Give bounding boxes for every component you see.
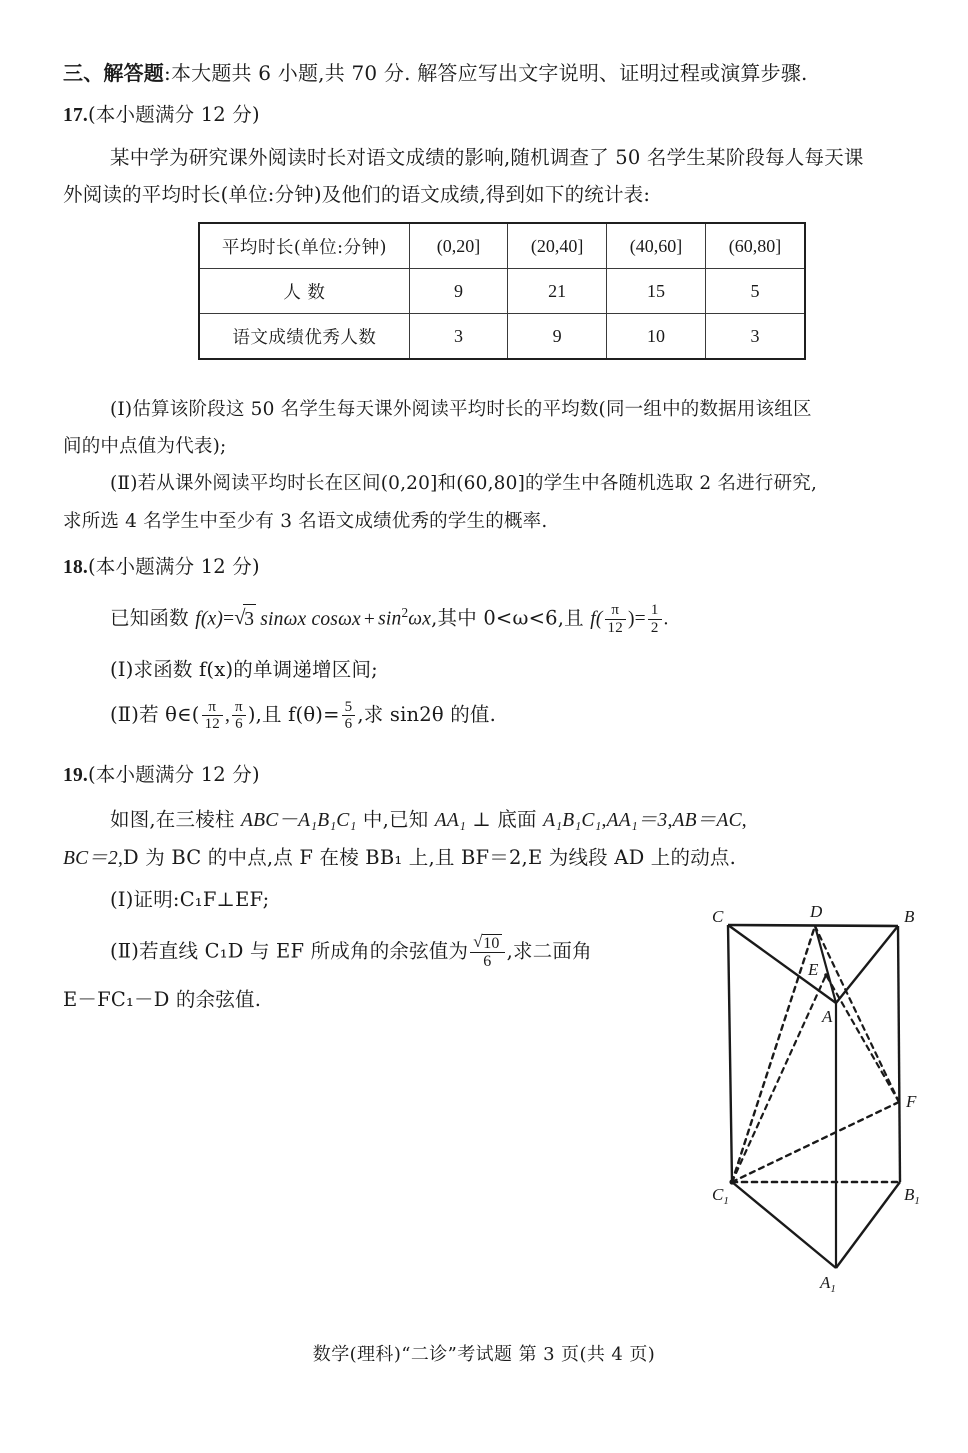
table-header-interval-3: (40,60] bbox=[607, 223, 706, 269]
problem-17-number: 17. bbox=[63, 105, 88, 126]
table-cell-excellent-2: 9 bbox=[508, 314, 607, 360]
table-row-label-excellent: 语文成绩优秀人数 bbox=[199, 314, 409, 360]
problem-18-part1: (Ⅰ)求函数 f(x)的单调递增区间; bbox=[110, 658, 378, 681]
problem-19-comma-3: , bbox=[741, 810, 747, 831]
table-cell-excellent-4: 3 bbox=[706, 314, 806, 360]
problem-17-header bbox=[63, 100, 260, 131]
table-cell-count-2: 21 bbox=[508, 269, 607, 314]
problem-18-part2-prefix: (Ⅱ)若 θ∈( bbox=[110, 703, 200, 727]
fraction-pi-over-12 bbox=[605, 602, 626, 635]
problem-17-part1-line1: (Ⅰ)估算该阶段这 50 名学生每天课外阅读平均时长的平均数(同一组中的数据用该组区 bbox=[110, 399, 812, 420]
problem-19-perp-edge: AA₁ bbox=[434, 810, 466, 831]
fraction-pi-over-12-b bbox=[202, 699, 223, 732]
fraction-pi-over-12-b-denominator: 12 bbox=[202, 715, 223, 732]
fraction-pi-over-12-denominator: 12 bbox=[605, 619, 626, 636]
problem-19-part2-suffix: ,求二面角 bbox=[506, 939, 592, 963]
hidden-segment-C1F bbox=[732, 1102, 899, 1182]
problem-18-trig-2: sin bbox=[378, 608, 402, 630]
table-cell-excellent-1: 3 bbox=[409, 314, 507, 360]
problem-18-f-at-open: f( bbox=[590, 608, 603, 630]
table-header-interval-4: (60,80] bbox=[706, 223, 806, 269]
problem-18-fx: f(x) bbox=[195, 608, 224, 630]
problem-18-period: . bbox=[663, 608, 669, 630]
problem-19-ab-ac: AB＝AC bbox=[672, 810, 742, 831]
problem-17-part1-line2: 间的中点值为代表); bbox=[63, 436, 227, 457]
page-footer: 数学(理科)“二诊”考试题 第 3 页(共 4 页) bbox=[312, 1344, 656, 1365]
problem-17-part2-line1: (Ⅱ)若从课外阅读平均时长在区间(0,20]和(60,80]的学生中各随机选取 2 名进行研究, bbox=[110, 473, 818, 494]
problem-19-base-face: A₁B₁C₁ bbox=[543, 810, 602, 831]
table-header-label: 平均时长(单位:分钟) bbox=[199, 223, 409, 269]
problem-17-stem-line1: 某中学为研究课外阅读时长对语文成绩的影响,随机调查了 50 名学生某阶段每人每天课 bbox=[110, 146, 864, 169]
problem-18-stem-prefix: 已知函数 bbox=[110, 606, 196, 630]
problem-19-stem-rest: D 为 BC 的中点,点 F 在棱 BB₁ 上,且 BF＝2,E 为线段 AD 上的动点. bbox=[123, 846, 736, 869]
section-heading-body: :本大题共 6 小题,共 70 分. 解答应写出文字说明、证明过程或演算步骤. bbox=[164, 61, 808, 85]
problem-19-stem-mid2: ⊥ 底面 bbox=[466, 808, 544, 831]
section-heading-label: 三、解答题 bbox=[63, 61, 164, 85]
problem-19-stem-line1 bbox=[110, 805, 747, 836]
problem-19-stem-mid1: 中,已知 bbox=[356, 808, 435, 831]
fraction-one-half-denominator: 2 bbox=[648, 619, 662, 636]
fraction-one-half bbox=[648, 602, 662, 635]
table-cell-count-4: 5 bbox=[706, 269, 806, 314]
problem-18-part2-middle: ),且 f(θ)= bbox=[247, 703, 340, 727]
table-header-interval-1: (0,20] bbox=[409, 223, 507, 269]
fraction-five-sixths-numerator: 5 bbox=[344, 699, 353, 715]
problem-19-part2-line2: E－FC₁－D 的余弦值. bbox=[63, 988, 262, 1011]
figure-label-B1: $B_1$ bbox=[904, 1185, 920, 1207]
fraction-sqrt10-denominator: 6 bbox=[470, 952, 504, 970]
figure-label-E: E bbox=[808, 960, 819, 979]
hidden-segment-C1D bbox=[732, 926, 815, 1182]
fraction-one-half-numerator: 1 bbox=[650, 602, 659, 619]
problem-18-plus: + bbox=[363, 608, 376, 630]
problem-18-part2-end: ,求 sin2θ 的值. bbox=[357, 703, 497, 727]
statistics-table bbox=[198, 222, 806, 360]
fraction-pi-over-12-b-numerator: π bbox=[208, 699, 217, 715]
problem-18-equals: = bbox=[223, 608, 235, 630]
problem-17-part2-line2: 求所选 4 名学生中至少有 3 名语文成绩优秀的学生的概率. bbox=[63, 511, 548, 532]
edge-CC1 bbox=[728, 925, 732, 1182]
edge-B1A1 bbox=[836, 1182, 900, 1268]
problem-19-stem-prefix: 如图,在三棱柱 bbox=[110, 808, 241, 831]
problem-18-trig-1: sinωx cosωx bbox=[260, 608, 361, 630]
table-cell-count-3: 15 bbox=[607, 269, 706, 314]
problem-18-trig-2-argument: ωx bbox=[408, 608, 432, 630]
problem-19-comma-4: , bbox=[117, 848, 124, 869]
figure-label-A1: $A_1$ bbox=[820, 1273, 836, 1295]
problem-18-trig-2-exponent: 2 bbox=[401, 605, 409, 620]
problem-18-number: 18. bbox=[63, 557, 88, 578]
problem-19-prism-name: ABC－A₁B₁C₁ bbox=[241, 810, 357, 831]
figure-label-C: C bbox=[712, 907, 724, 926]
sqrt-three-radicand: 3 bbox=[243, 604, 256, 635]
problem-19-part2-line1 bbox=[110, 935, 592, 972]
fraction-five-sixths bbox=[342, 699, 356, 732]
problem-19-header bbox=[63, 760, 260, 791]
vertex-dot-E bbox=[824, 973, 828, 977]
problem-18-part2 bbox=[110, 700, 496, 733]
table-row-counts bbox=[199, 269, 805, 314]
sqrt-ten bbox=[473, 934, 501, 952]
hidden-segment-C1E bbox=[732, 975, 826, 1182]
problem-19-comma-1: , bbox=[601, 810, 607, 831]
problem-19-number: 19. bbox=[63, 765, 88, 786]
problem-18-condition: ,其中 0<ω<6,且 bbox=[431, 606, 591, 630]
problem-18-score: (本小题满分 12 分) bbox=[87, 555, 260, 578]
problem-19-aa1-value: AA₁＝3 bbox=[606, 810, 668, 831]
section-heading bbox=[63, 58, 808, 88]
problem-19-part2-prefix: (Ⅱ)若直线 C₁D 与 EF 所成角的余弦值为 bbox=[110, 939, 469, 963]
problem-17-stem-line2: 外阅读的平均时长(单位:分钟)及他们的语文成绩,得到如下的统计表: bbox=[63, 183, 651, 206]
problem-19-part1: (Ⅰ)证明:C₁F⊥EF; bbox=[110, 888, 270, 911]
fraction-pi-over-6-denominator: 6 bbox=[232, 715, 246, 732]
fraction-pi-over-6-numerator: π bbox=[235, 699, 243, 715]
fraction-sqrt10-numerator bbox=[470, 934, 504, 952]
table-cell-excellent-3: 10 bbox=[607, 314, 706, 360]
figure-label-A: A bbox=[822, 1007, 833, 1026]
figure-label-F: F bbox=[906, 1092, 917, 1111]
figure-label-C1: $C_1$ bbox=[712, 1185, 729, 1207]
triangular-prism-figure bbox=[690, 895, 940, 1295]
table-row-label-counts: 人 数 bbox=[199, 269, 409, 314]
fraction-five-sixths-denominator: 6 bbox=[342, 715, 356, 732]
vertex-dot-C1 bbox=[729, 1179, 734, 1184]
sqrt-ten-radicand: 10 bbox=[483, 935, 500, 952]
figure-label-B: B bbox=[904, 907, 915, 926]
table-header-interval-2: (20,40] bbox=[508, 223, 607, 269]
problem-19-score: (本小题满分 12 分) bbox=[87, 763, 260, 786]
problem-17-score: (本小题满分 12 分) bbox=[87, 103, 260, 126]
edge-CB bbox=[728, 925, 898, 926]
fraction-pi-over-6 bbox=[232, 699, 246, 732]
edge-BB1 bbox=[898, 926, 900, 1182]
figure-label-D: D bbox=[810, 902, 823, 921]
problem-19-stem-line2 bbox=[63, 843, 736, 874]
problem-19-comma-2: , bbox=[667, 810, 673, 831]
problem-19-bc-value: BC＝2 bbox=[63, 848, 118, 869]
table-row-header bbox=[199, 223, 805, 269]
problem-18-part2-comma: , bbox=[224, 705, 231, 727]
problem-18-stem bbox=[110, 598, 669, 637]
sqrt-three bbox=[234, 604, 256, 635]
fraction-pi-over-12-numerator: π bbox=[611, 602, 620, 619]
table-cell-count-1: 9 bbox=[409, 269, 507, 314]
fraction-sqrt10-over-6 bbox=[470, 934, 504, 971]
edge-C1A1 bbox=[732, 1182, 836, 1268]
problem-18-f-at-close: )= bbox=[627, 608, 646, 630]
problem-18-header bbox=[63, 552, 260, 583]
table-row-excellent bbox=[199, 314, 805, 360]
